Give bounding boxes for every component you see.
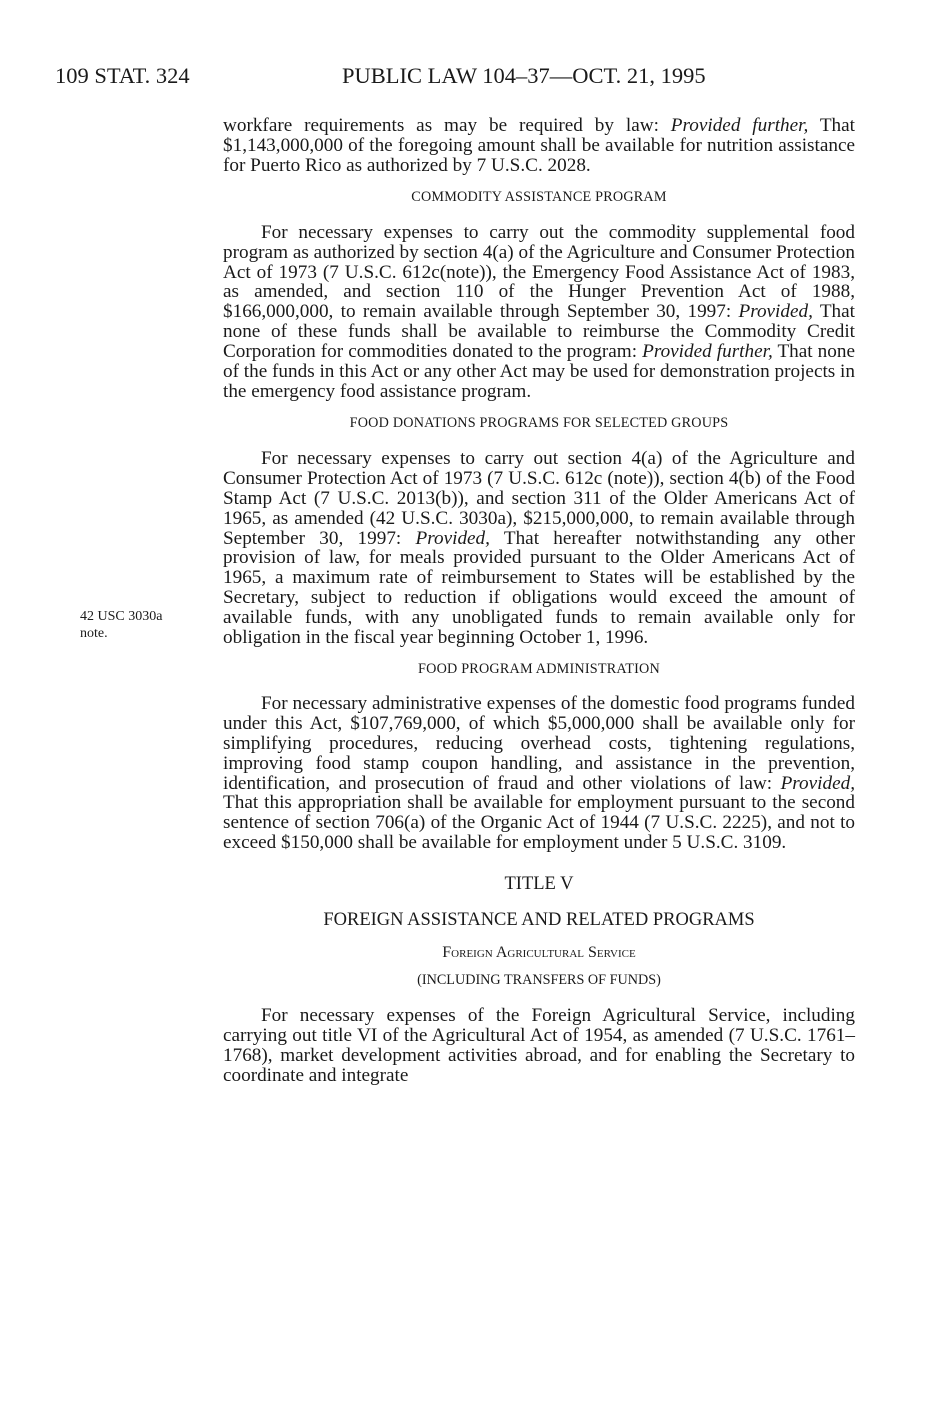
subheading-transfers-of-funds: (INCLUDING TRANSFERS OF FUNDS) <box>417 972 661 989</box>
heading-food-donations: FOOD DONATIONS PROGRAMS FOR SELECTED GROUPS <box>349 414 729 431</box>
public-law-citation: PUBLIC LAW 104–37—OCT. 21, 1995 <box>342 63 706 88</box>
title-number: TITLE V <box>504 874 574 895</box>
paragraph-food-program-administration: For necessary administrative expenses of the domestic food programs funded under this Act, $107,769,000, of which $5,000,000 shall be available only for simplifying procedures, reducing overhead costs, tightening regulations, improving food stamp coupon handling, and assistance in the prevention, identification, and prosecution of fraud and other violations of law: Provided, That this appropriation shall be available for employment pursuant to the second sentence of section 706(a) of the Organic Act of 1944 (7 U.S.C. 2225), and not to exceed $150,000 shall be available for employment under 5 U.S.C. 3109. <box>223 692 855 854</box>
paragraph-foreign-agricultural-service: For necessary expenses of the Foreign Agricultural Service, including carrying out title VI of the Agricultural Act of 1954, as amended (7 U.S.C. 1761–1768), market development activities abroad, and for enabling the Secretary to coordinate and integrate <box>223 1005 855 1086</box>
paragraph-commodity-assistance: For necessary expenses to carry out the commodity supplemental food program as authorized by section 4(a) of the Agriculture and Consumer Protection Act of 1973 (7 U.S.C. 612c(note)), the Emergency Food Assistance Act of 1983, as amended, and section 110 of the Hunger Prevention Act of 1988, $166,000,000, to remain available through September 30, 1997: Provided, That none of these funds shall be available to reimburse the Commodity Credit Corporation for commodities donated to the program: Provided further, That none of the funds in this Act or any other Act may be used for demonstration projects in the emergency food assistance program. <box>223 221 855 402</box>
main-text-column <box>223 116 855 1086</box>
statute-page-number: 109 STAT. 324 <box>55 63 190 88</box>
margin-note <box>80 608 162 642</box>
paragraph-food-donations: For necessary expenses to carry out section 4(a) of the Agriculture and Consumer Protection Act of 1973 (7 U.S.C. 612c (note)), section 4(b) of the Food Stamp Act (7 U.S.C. 2013(b)), and section 311 of the Older Americans Act of 1965, as amended (42 U.S.C. 3030a), $215,000,000, to remain available through September 30, 1997: Provided, That hereafter notwithstanding any other provision of law, for meals provided pursuant to the Older Americans Act of 1965, a maximum rate of reimbursement to States will be established by the Secretary, subject to reduction if obligations would exceed the amount of available funds, with any unobligated funds to remain available only for obligation in the fiscal year beginning October 1, 1996. <box>223 447 855 649</box>
margin-note-citation: 42 USC 3030a <box>80 609 163 624</box>
title-heading: FOREIGN ASSISTANCE AND RELATED PROGRAMS <box>323 910 755 931</box>
heading-foreign-agricultural-service: Foreign Agricultural Service <box>442 944 636 962</box>
heading-food-program-administration: FOOD PROGRAM ADMINISTRATION <box>418 660 660 677</box>
heading-commodity-assistance: COMMODITY ASSISTANCE PROGRAM <box>411 188 667 205</box>
margin-note-label: note. <box>80 626 108 641</box>
paragraph-workfare: workfare requirements as may be required by law: Provided further, That $1,143,000,000 of the foregoing amount shall be available for nutrition assistance for Puerto Rico as authorized by 7 U.S.C. 2028. <box>223 115 855 176</box>
